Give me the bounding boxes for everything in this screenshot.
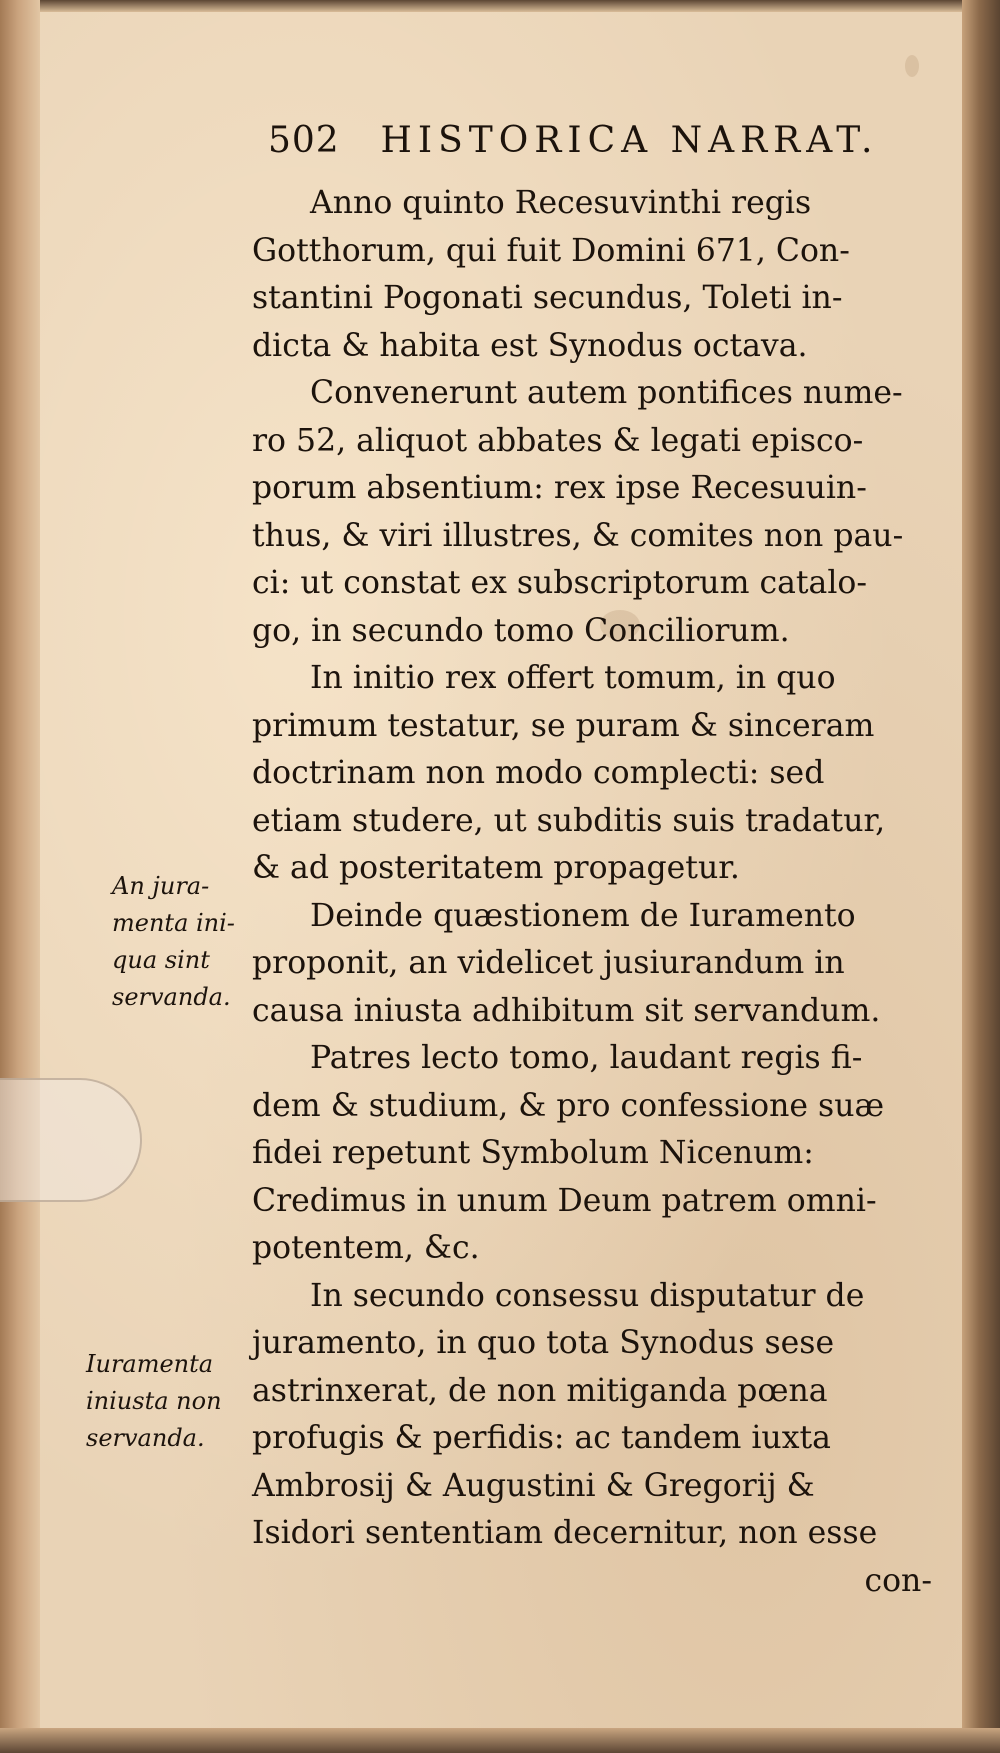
page-top-edge	[0, 0, 1000, 12]
text-line: porum absentium: rex ipse Recesuuin-	[252, 470, 867, 506]
marginal-note-line: menta ini-	[112, 909, 235, 937]
marginal-note-line: qua sint	[112, 946, 210, 974]
ink-spot	[905, 55, 919, 77]
text-line: Anno quinto Recesuvinthi regis	[310, 185, 812, 221]
marginal-note-oaths	[112, 868, 235, 1016]
page-gutter	[0, 0, 40, 1753]
catchword: con-	[864, 1562, 932, 1599]
text-line: Gotthorum, qui fuit Domini 671, Con-	[252, 232, 850, 269]
text-line: fidei repetunt Symbolum Nicenum:	[252, 1135, 814, 1171]
text-line: profugis & perfidis: ac tandem iuxta	[252, 1420, 831, 1456]
text-line: causa iniusta adhibitum sit servandum.	[252, 992, 881, 1029]
marginal-note-line: An jura-	[112, 872, 210, 900]
marginal-note-line: servanda.	[86, 1424, 205, 1452]
marginal-note-line: servanda.	[112, 983, 231, 1011]
text-line: Ambrosij & Augustini & Gregorij &	[252, 1467, 815, 1504]
text-line: Credimus in unum Deum patrem omni-	[252, 1182, 877, 1219]
marginal-note-line: Iuramenta	[86, 1350, 214, 1378]
text-line: dem & studium, & pro confessione suæ	[252, 1087, 885, 1124]
page-number: 502	[268, 120, 340, 161]
text-line: Patres lecto tomo, laudant regis fi-	[310, 1040, 863, 1076]
running-header	[268, 120, 888, 170]
body-text	[252, 180, 932, 1605]
text-line: juramento, in quo tota Synodus sese	[252, 1325, 835, 1361]
page-bottom-edge	[0, 1728, 1000, 1753]
text-line: potentem, &c.	[252, 1230, 480, 1266]
marginal-note-line: iniusta non	[86, 1387, 222, 1415]
text-line: stantini Pogonati secundus, Toleti in-	[252, 280, 843, 316]
text-line: astrinxerat, de non mitiganda pœna	[252, 1372, 828, 1409]
text-line: In initio rex offert tomum, in quo	[310, 660, 836, 696]
text-line: proponit, an videlicet jusiurandum in	[252, 945, 845, 981]
page-fore-edge	[962, 0, 1000, 1753]
running-title: HISTORICA NARRAT.	[380, 120, 879, 161]
page-holder-clip	[0, 1078, 142, 1202]
text-line: Isidori sententiam decernitur, non esse	[252, 1515, 878, 1551]
text-line: thus, & viri illustres, & comites non pau-	[252, 517, 904, 554]
text-line: ci: ut constat ex subscriptorum catalo-	[252, 565, 868, 601]
text-line: Convenerunt autem pontifices nume-	[310, 375, 903, 411]
text-line: etiam studere, ut subditis suis tradatur,	[252, 802, 886, 839]
text-line: In secundo consessu disputatur de	[310, 1277, 865, 1314]
text-line: ro 52, aliquot abbates & legati episco-	[252, 422, 864, 459]
marginal-note-unjust-oaths	[86, 1346, 236, 1457]
text-line: doctrinam non modo complecti: sed	[252, 755, 825, 791]
text-line: primum testatur, se puram & sinceram	[252, 707, 875, 744]
text-line: dicta & habita est Synodus octava.	[252, 327, 808, 364]
text-line: & ad posteritatem propagetur.	[252, 850, 740, 886]
text-line: go, in secundo tomo Conciliorum.	[252, 612, 790, 649]
text-line: Deinde quæstionem de Iuramento	[310, 897, 856, 934]
